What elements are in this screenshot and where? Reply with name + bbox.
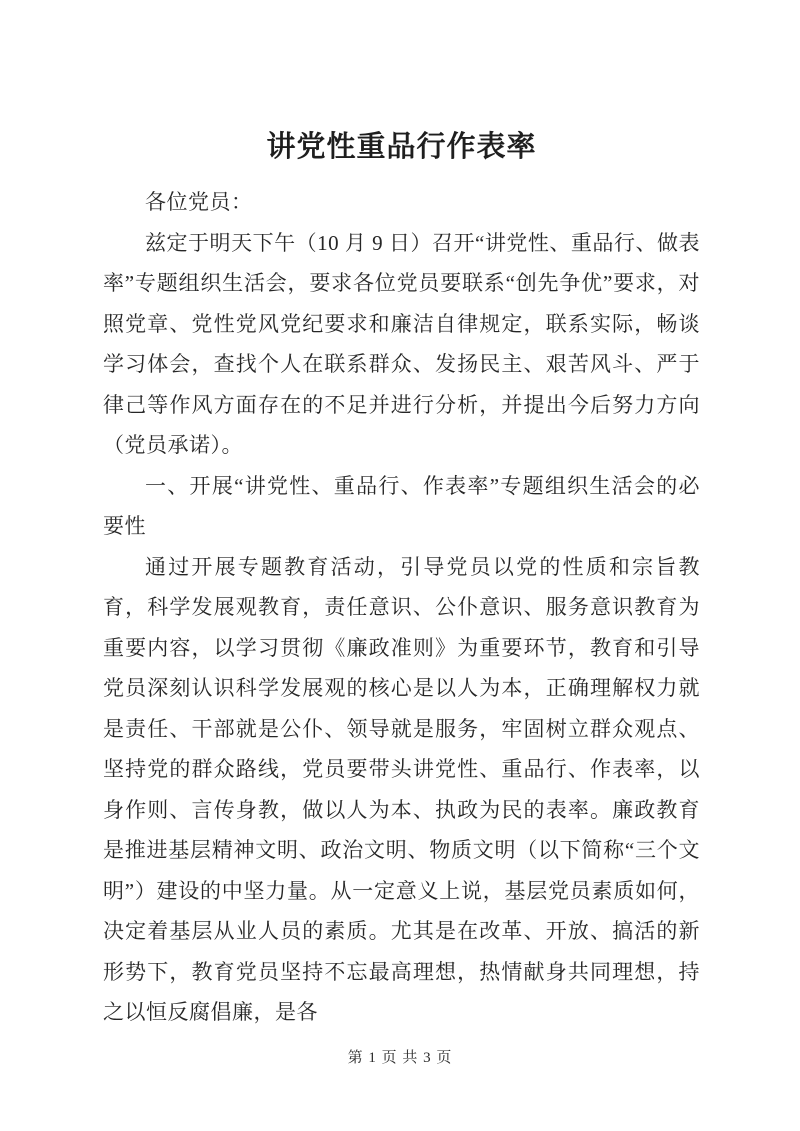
paragraph-body: 通过开展专题教育活动，引导党员以党的性质和宗旨教育，科学发展观教育，责任意识、公仆意识、服务意识教育为重要内容，以学习贯彻《廉政准则》为重要环节，教育和引导党员深刻认识科学发展观的核心是以人为本，正确理解权力就是责任、干部就是公仆、领导就是服务，牢固树立群众观点、坚持党的群众路线，党员要带头讲党性、重品行、作表率，以身作则、言传身教，做以人为本、执政为民的表率。廉政教育是推进基层精神文明、政治文明、物质文明（以下简称“三个文明”）建设的中坚力量。从一定意义上说，基层党员素质如何，决定着基层从业人员的素质。尤其是在改革、开放、搞活的新形势下，教育党员坚持不忘最高理想，热情献身共同理想，持之以恒反腐倡廉，是各 (103, 554, 700, 1024)
section-heading: 一、开展“讲党性、重品行、作表率”专题组织生活会的必要性 (103, 473, 700, 538)
salutation-line: 各位党员： (145, 190, 253, 214)
paragraph-notice: 兹定于明天下午（10 月 9 日）召开“讲党性、重品行、做表率”专题组织生活会，要求各位党员要联系“创先争优”要求，对照党章、党性党风党纪要求和廉洁自律规定，联系实际，畅谈学习体会，查找个人在联系群众、发扬民主、艰苦风斗、严于律己等作风方面存在的不足并进行分析，并提出今后努力方向（党员承诺）。 (103, 230, 700, 457)
document-body (103, 182, 700, 1033)
page-indicator: 第 1 页 共 3 页 (347, 1050, 453, 1066)
document-title: 讲党性重品行作表率 (266, 131, 537, 163)
page-footer (0, 1046, 800, 1067)
